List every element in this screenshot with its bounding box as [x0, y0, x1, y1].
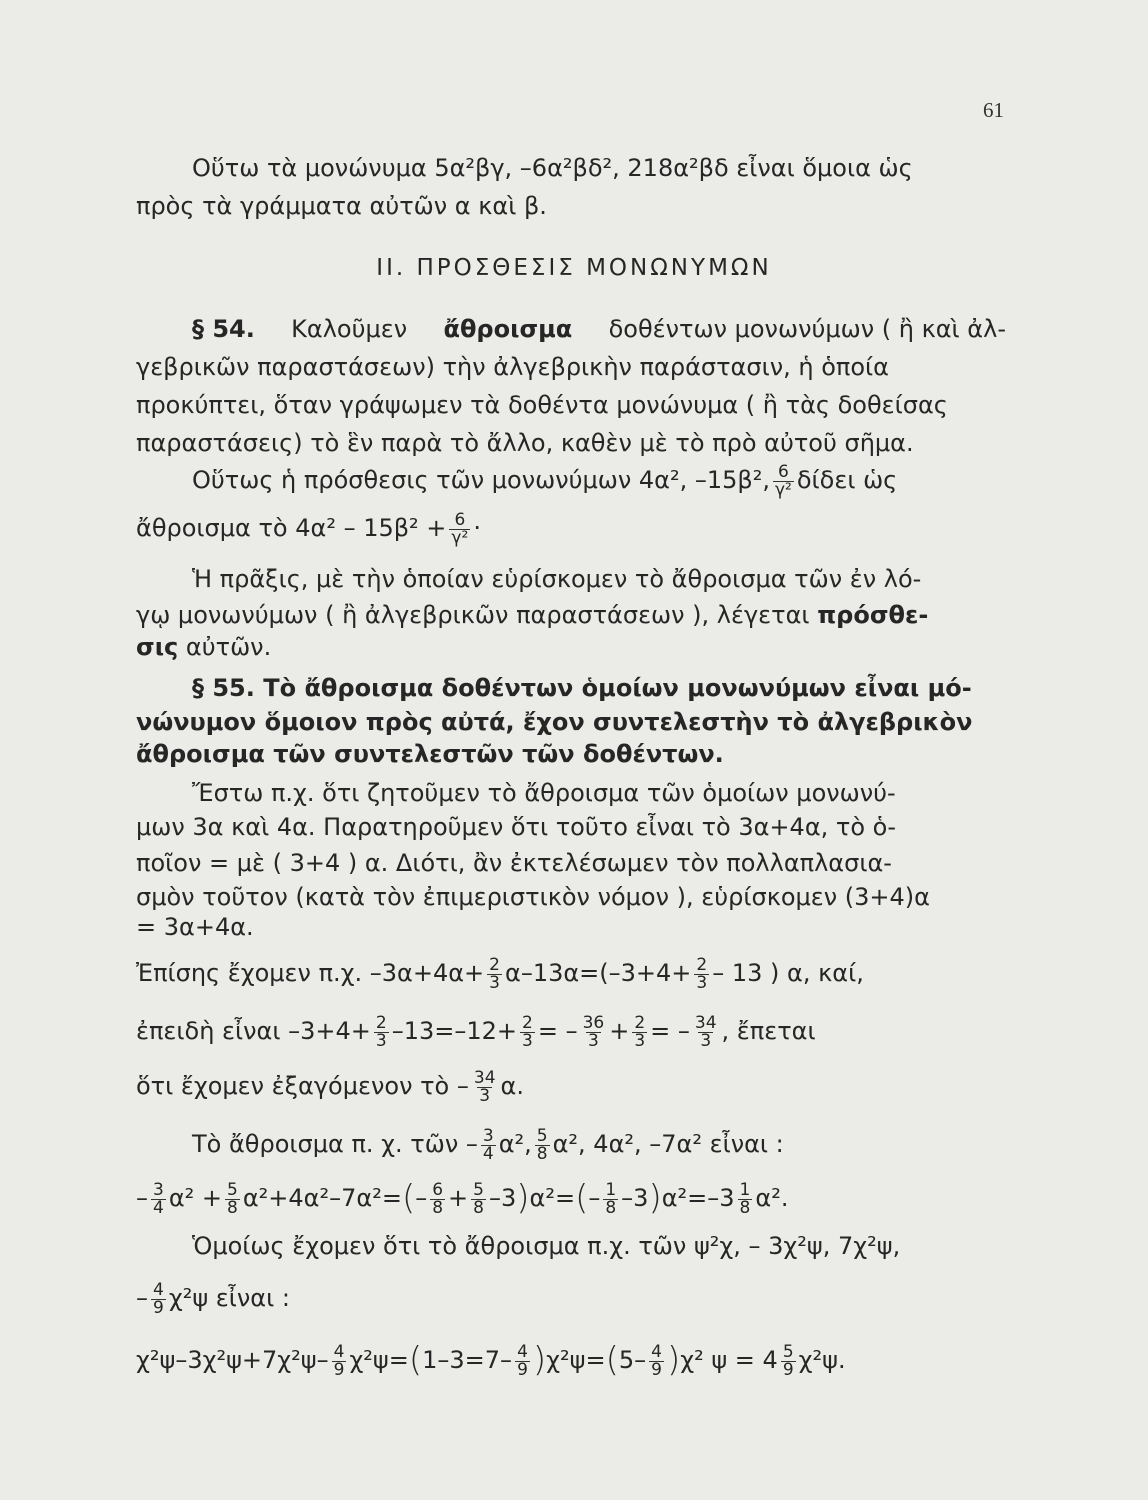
eq6-line: Ὁμοίως ἔχομεν ὅτι τὸ ἄθροισμα π.χ. τῶν ψ²χ, – 3χ²ψ, 7χ²ψ, [192, 1232, 901, 1260]
eq2-e: = – [650, 1016, 690, 1045]
fraction-denominator: 8 [605, 1198, 617, 1218]
eq5-b: α² + [168, 1183, 223, 1212]
open-paren: ( [605, 1339, 619, 1380]
fraction-numerator: 2 [489, 955, 500, 975]
s55-line-1: § 55. Τὸ ἄθροισμα δοθέντων ὁμοίων μονωνύμων εἶναι μό- [192, 674, 972, 702]
close-paren: ) [648, 1177, 662, 1218]
fraction-numerator: 5 [227, 1180, 238, 1200]
eq1-line [136, 955, 1006, 993]
eq8-d: χ²ψ= [546, 1345, 606, 1374]
eq7-b: χ²ψ εἶναι : [168, 1283, 290, 1312]
fraction-numerator: 5 [473, 1180, 484, 1200]
fraction-numerator: 2 [634, 1013, 646, 1033]
fraction-denominator: 9 [782, 1360, 794, 1380]
fraction [603, 1182, 618, 1217]
eq5-i: – [588, 1183, 601, 1212]
eq8-a: χ²ψ–3χ²ψ+7χ²ψ– [136, 1345, 329, 1374]
fraction [332, 1344, 347, 1379]
eq5-d: – [415, 1183, 428, 1212]
eq5-k: α²=–3 [661, 1183, 735, 1212]
fraction [225, 1182, 240, 1217]
fraction [632, 1015, 647, 1050]
fraction [520, 1015, 535, 1050]
s54-def-line-2 [136, 600, 1006, 630]
fraction [374, 1015, 389, 1050]
fraction-denominator: γ² [774, 480, 792, 500]
close-paren: ) [666, 1339, 681, 1380]
s54-term-prosthesis-end: σις [136, 633, 179, 661]
fraction-numerator: 5 [536, 1126, 548, 1146]
fraction-numerator: 34 [473, 1068, 496, 1088]
eq1-a: Ἐπίσης ἔχομεν π.χ. –3α+4α+ [136, 958, 485, 987]
fraction-denominator: 3 [479, 1086, 491, 1106]
fraction-denominator: 3 [696, 973, 708, 993]
fraction-numerator: 6 [778, 462, 789, 482]
fraction-denominator: 3 [375, 1031, 387, 1051]
intro-line-2: πρὸς τὰ γράμματα αὐτῶν α καὶ β. [136, 192, 547, 220]
eq8-b: χ²ψ= [349, 1345, 409, 1374]
s54-l1-pre: Καλοῦμεν [291, 315, 408, 343]
s54-def-l3-text: αὐτῶν. [185, 633, 272, 661]
fraction [694, 957, 709, 992]
s55-para-line-5: = 3α+4α. [136, 913, 254, 941]
fraction-denominator: 9 [333, 1360, 345, 1380]
fraction [738, 1182, 753, 1217]
s54-def-line-1: Ἡ πρᾶξις, μὲ τὴν ὁποίαν εὑρίσκομεν τὸ ἄθροισμα τῶν ἐν λό- [192, 565, 922, 593]
fraction-numerator: 3 [153, 1180, 164, 1200]
fraction [487, 957, 502, 992]
eq7-a: – [136, 1283, 148, 1312]
fraction [481, 1128, 496, 1163]
fraction-denominator: 4 [153, 1198, 164, 1218]
s55-line-3: ἄθροισμα τῶν συντελεστῶν τῶν δοθέντων. [136, 740, 724, 768]
s55-line-2: νώνυμον ὅμοιον πρὸς αὐτά, ἔχον συντελεστὴν τὸ ἀλγεβρικὸν [136, 708, 973, 736]
fraction [693, 1015, 719, 1050]
fraction-numerator: 5 [782, 1342, 794, 1362]
fraction-denominator: 8 [536, 1144, 548, 1164]
fraction-numerator: 2 [375, 1013, 387, 1033]
eq4-b: α², [498, 1129, 532, 1158]
fraction [472, 1070, 498, 1105]
close-paren: ) [532, 1339, 547, 1380]
s54-example-line [192, 462, 1006, 500]
eq4-line [192, 1126, 1006, 1164]
eq1-c: – 13 ) α, καί, [712, 958, 864, 987]
fraction-denominator: 3 [489, 973, 500, 993]
open-paren: ( [408, 1339, 423, 1380]
fraction-numerator: 4 [333, 1342, 345, 1362]
fraction-denominator: 9 [651, 1360, 662, 1380]
fraction-denominator: 3 [700, 1031, 712, 1051]
s54-l1-post: δοθέντων μονωνύμων ( ἢ καὶ ἀλ- [608, 315, 1006, 343]
s54-sum-line [136, 510, 1006, 548]
fraction-denominator: 3 [587, 1031, 599, 1051]
eq5-h: α²= [529, 1183, 576, 1212]
eq2-d: + [609, 1016, 630, 1045]
s54-line-3: προκύπτει, ὅταν γράψωμεν τὰ δοθέντα μονώνυμα ( ἢ τὰς δοθείσας [136, 391, 948, 419]
eq2-line [136, 1013, 1006, 1051]
eq8-f: χ² ψ = 4 [680, 1345, 778, 1374]
fraction [649, 1344, 664, 1379]
eq5-line [136, 1177, 1006, 1218]
eq7-line [136, 1280, 1006, 1318]
fraction-numerator: 2 [522, 1013, 533, 1033]
eq2-c: = – [537, 1016, 578, 1045]
s54-line-4: παραστάσεις) τὸ ἓν παρὰ τὸ ἄλλο, καθὲν μὲ τὸ πρὸ αὐτοῦ σῆμα. [136, 429, 914, 457]
eq5-j: –3 [621, 1183, 649, 1212]
fraction [781, 1344, 796, 1379]
eq4-a: Τὸ ἄθροισμα π. χ. τῶν – [192, 1129, 478, 1158]
fraction [151, 1282, 166, 1317]
fraction-denominator: 3 [634, 1031, 646, 1051]
eq8-c: 1–3=7– [422, 1345, 513, 1374]
eq8-e: 5– [618, 1345, 647, 1374]
s55-para-line-4: σμὸν τοῦτον (κατὰ τὸν ἐπιμεριστικὸν νόμον ), εὑρίσκομεν (3+4)α [136, 883, 930, 911]
s54-ex-pre: Οὕτως ἡ πρόσθεσις τῶν μονωνύμων 4α², –15β², [192, 465, 770, 494]
fraction-numerator: 2 [696, 955, 708, 975]
fraction-numerator: 1 [739, 1180, 751, 1200]
fraction-denominator: 4 [482, 1144, 494, 1164]
eq5-c: α²+4α²–7α²= [242, 1183, 402, 1212]
fraction-numerator: 36 [582, 1013, 605, 1033]
intro-line-1: Οὕτω τὰ μονώνυμα 5α²βγ, –6α²βδ², 218α²βδ εἶναι ὅμοια ὡς [192, 154, 913, 182]
fraction-denominator: 8 [227, 1198, 238, 1218]
fraction [471, 1182, 486, 1217]
eq8-line [136, 1339, 1006, 1380]
fraction-numerator: 6 [454, 510, 466, 530]
s54-mark: § 54. [192, 315, 255, 343]
s54-ex-post: δίδει ὡς [796, 465, 898, 494]
eq1-b: α–13α=(–3+4+ [505, 958, 692, 987]
eq3-line [136, 1068, 1006, 1106]
s54-sum-pre: ἄθροισμα τὸ 4α² – 15β² + [136, 513, 447, 542]
fraction-numerator: 6 [432, 1180, 444, 1200]
fraction-denominator: 3 [522, 1031, 533, 1051]
fraction-denominator: 8 [739, 1198, 751, 1218]
fraction-numerator: 4 [651, 1342, 662, 1362]
fraction-denominator: 8 [473, 1198, 484, 1218]
eq2-b: –13=–12+ [391, 1016, 517, 1045]
eq5-l: α². [755, 1183, 789, 1212]
section-heading: ΙΙ. ΠΡΟΣΘΕΣΙΣ ΜΟΝΩΝΥΜΩΝ [376, 255, 772, 281]
s54-line-1 [192, 314, 1006, 344]
eq5-e: + [448, 1183, 469, 1212]
s55-para-line-2: μων 3α καὶ 4α. Παρατηροῦμεν ὅτι τοῦτο εἶναι τὸ 3α+4α, τὸ ὁ- [136, 813, 896, 841]
s54-def-line-3 [136, 632, 1006, 662]
fraction [515, 1344, 530, 1379]
open-paren: ( [575, 1177, 589, 1218]
fraction [151, 1182, 166, 1217]
s54-def-l2-text: γῳ μονωνύμων ( ἢ ἀλγεβρικῶν παραστάσεων ), λέγεται [136, 601, 810, 629]
eq2-a: ἐπειδὴ εἶναι –3+4+ [136, 1016, 371, 1045]
eq4-c: α², 4α², –7α² εἶναι : [552, 1129, 784, 1158]
s54-term-prosthesis: πρόσθε- [817, 601, 929, 629]
fraction [581, 1015, 607, 1050]
fraction [535, 1128, 550, 1163]
fraction-denominator: γ² [451, 528, 469, 548]
fraction-numerator: 4 [153, 1280, 164, 1300]
page-number: 61 [983, 98, 1004, 122]
eq5-a: – [136, 1183, 148, 1212]
s55-para-line-1: Ἔστω π.χ. ὅτι ζητοῦμεν τὸ ἄθροισμα τῶν ὁμοίων μονωνύ- [192, 779, 896, 807]
s54-line-2: γεβρικῶν παραστάσεων) τὴν ἀλγεβρικὴν παράστασιν, ἡ ὁποία [136, 353, 889, 381]
fraction-numerator: 34 [694, 1013, 717, 1033]
s55-para-line-3: ποῖον = μὲ ( 3+4 ) α. Διότι, ἂν ἐκτελέσωμεν τὸν πολλαπλασια- [136, 849, 892, 877]
fraction-numerator: 3 [482, 1126, 494, 1146]
fraction [430, 1182, 445, 1217]
s54-term-athroisma: ἄθροισμα [443, 315, 573, 343]
eq5-g: –3 [488, 1183, 517, 1212]
eq2-f: , ἔπεται [721, 1016, 816, 1045]
fraction-numerator: 1 [605, 1180, 617, 1200]
eq3-b: α. [500, 1071, 524, 1100]
fraction-denominator: 8 [432, 1198, 444, 1218]
fraction [449, 512, 470, 547]
fraction-numerator: 4 [517, 1342, 528, 1362]
fraction-denominator: 9 [153, 1298, 164, 1318]
s54-sum-post: · [473, 513, 481, 542]
eq8-g: χ²ψ. [798, 1345, 846, 1374]
fraction-denominator: 9 [517, 1360, 528, 1380]
fraction [773, 464, 794, 499]
eq3-a: ὅτι ἔχομεν ἐξαγόμενον τὸ – [136, 1071, 469, 1100]
open-paren: ( [401, 1177, 416, 1218]
close-paren: ) [516, 1177, 530, 1218]
